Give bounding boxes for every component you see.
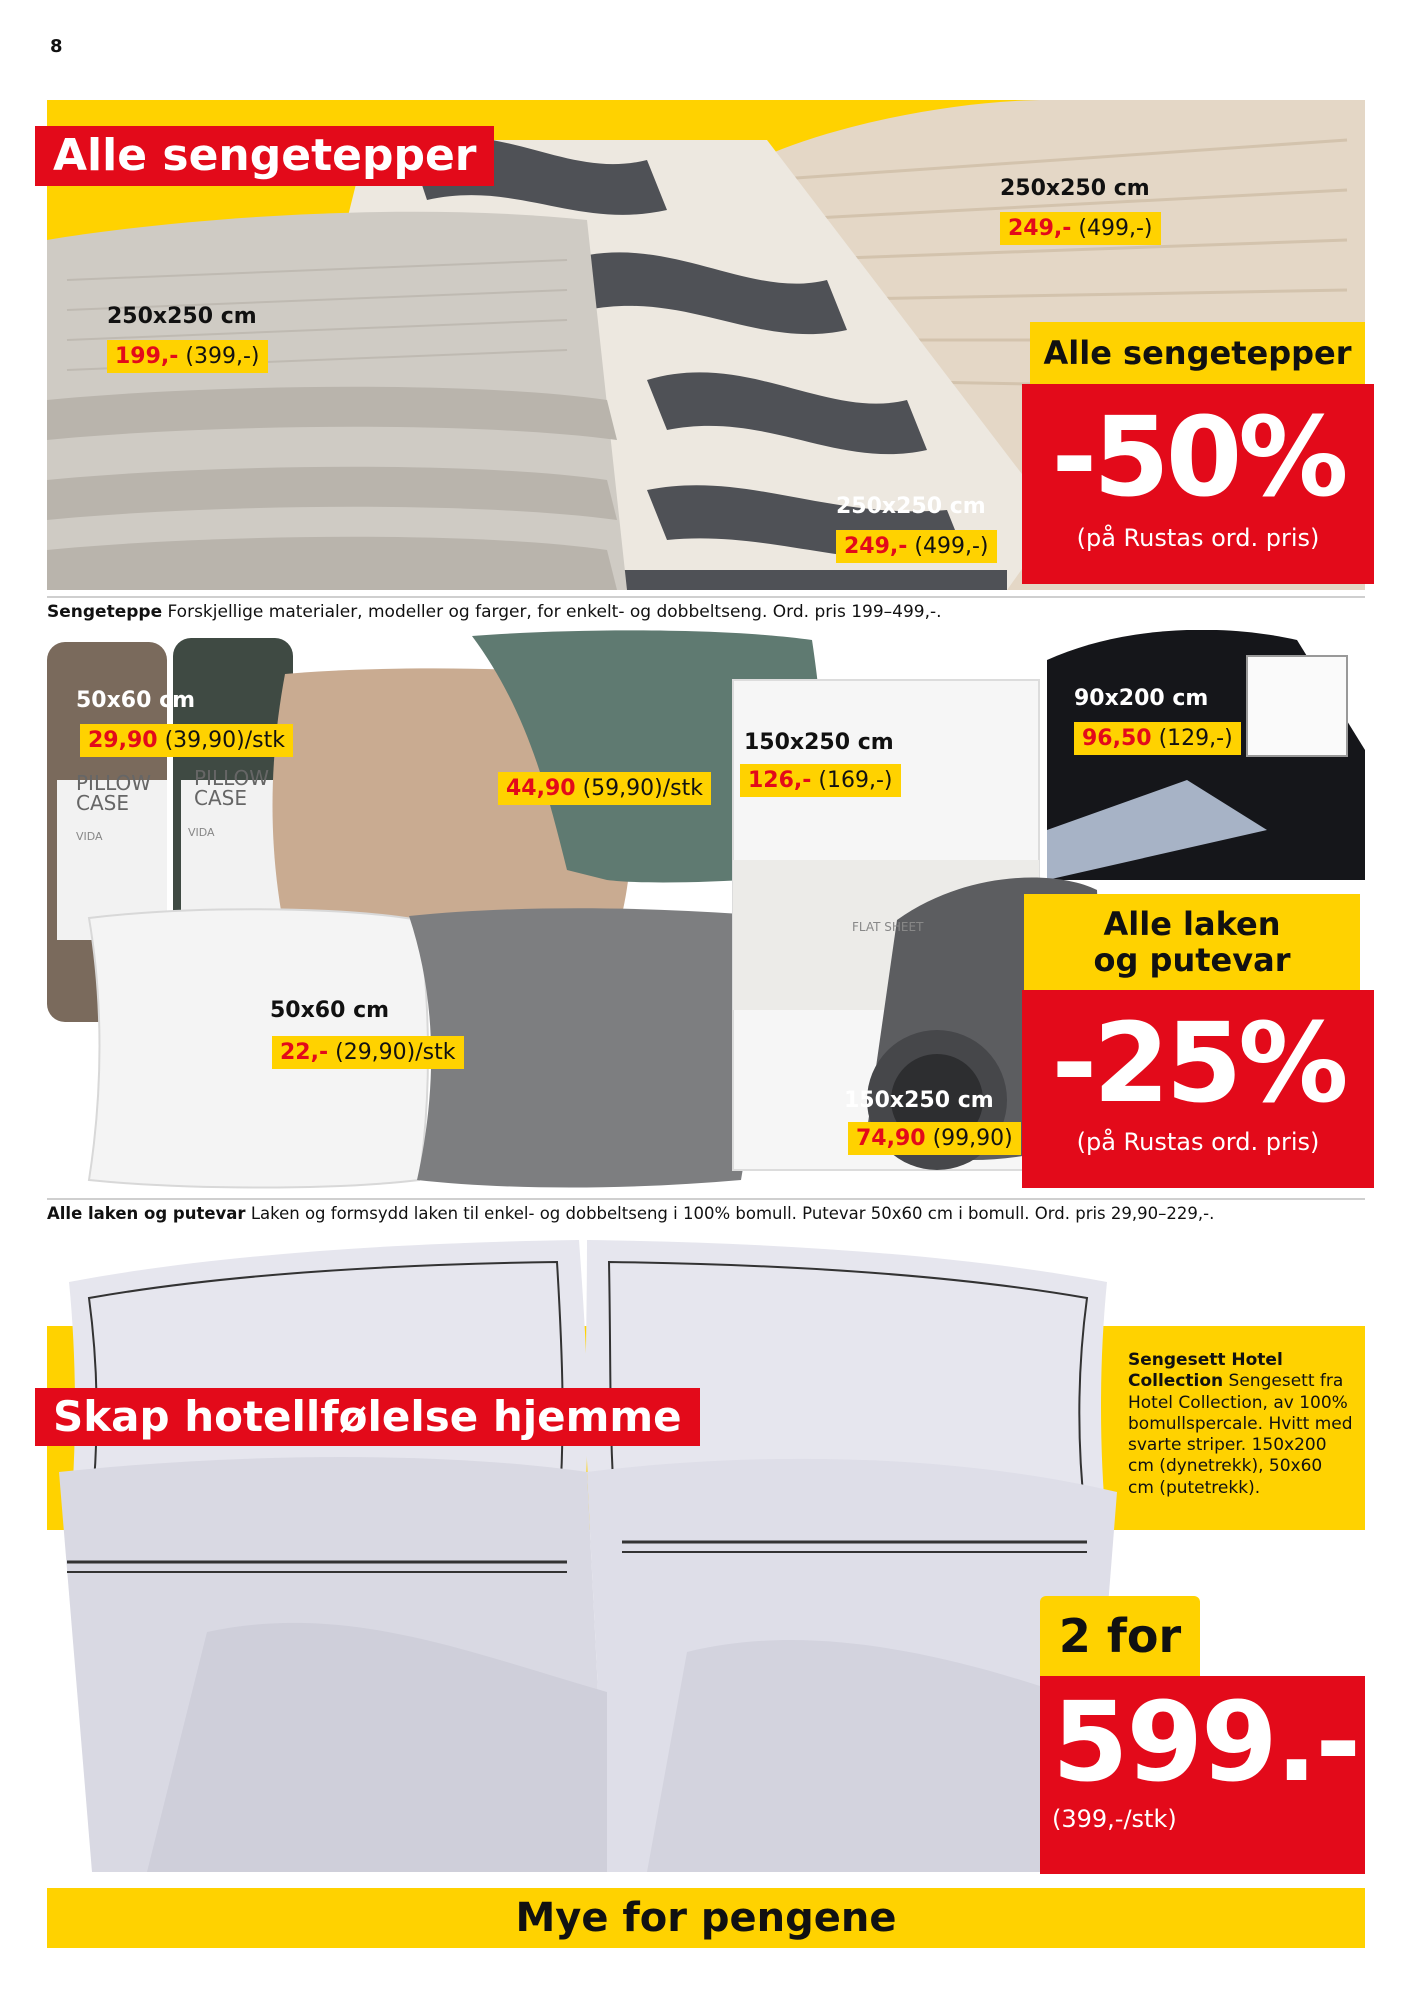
flat-sheet-size: 150x250 cm — [744, 730, 894, 755]
divider — [47, 1198, 1365, 1200]
price-old: (129,-) — [1158, 726, 1233, 751]
blanket-2-price — [1000, 212, 1161, 245]
price-now: 22,- — [280, 1040, 329, 1065]
hotel-product-details: Sengesett fra Hotel Collection, av 100% bomullspercale. Hvitt med svarte striper. 150x200 cm (dynetrekk), 50x60 cm (putetrekk). — [1128, 1371, 1353, 1498]
discount-note: (på Rustas ord. pris) — [1076, 524, 1320, 552]
promo-title-line-2: og putevar — [1093, 941, 1291, 979]
hotel-description — [1128, 1350, 1353, 1499]
flat-sheet-label: FLAT SHEET — [852, 920, 924, 934]
blanket-1-size: 250x250 cm — [107, 304, 257, 329]
caption-description: Laken og formsydd laken til enkel- og dobbeltseng i 100% bomull. Putevar 50x60 cm i bomull. Ord. pris 29,90–229,-. — [245, 1204, 1215, 1223]
price-now: 29,90 — [88, 728, 158, 753]
blankets-promo-title: Alle sengetepper — [1030, 322, 1365, 384]
blanket-2-size: 250x250 cm — [1000, 176, 1150, 201]
sheets-promo-badge — [1022, 990, 1374, 1188]
sheets-promo-title — [1024, 894, 1360, 990]
blankets-headline: Alle sengetepper — [35, 126, 494, 186]
price-old: (499,-) — [1078, 216, 1153, 241]
hotel-headline: Skap hotellfølelse hjemme — [35, 1388, 700, 1446]
caption-description: Forskjellige materialer, modeller og farger, for enkelt- og dobbeltseng. Ord. pris 199–499,-. — [162, 602, 942, 622]
price-old: (59,90)/stk — [582, 776, 703, 801]
price-now: 126,- — [748, 768, 812, 793]
price-old: (399,-) — [185, 344, 260, 369]
price-now: 96,50 — [1082, 726, 1152, 751]
flat-sheet-price — [740, 764, 901, 797]
fitted-sheet-price — [1074, 722, 1241, 755]
discount-percent: -50% — [1051, 393, 1345, 521]
blanket-3-price — [836, 530, 997, 563]
promo-title-line-1: Alle laken — [1103, 905, 1281, 943]
price-now: 199,- — [115, 344, 179, 369]
white-pillowcase-price — [272, 1036, 464, 1069]
caption-product: Alle laken og putevar — [47, 1204, 246, 1223]
offer-quantity: 2 for — [1040, 1596, 1200, 1676]
blanket-3-size: 250x250 cm — [836, 494, 986, 519]
discount-note: (på Rustas ord. pris) — [1076, 1128, 1320, 1156]
page-number: 8 — [50, 36, 63, 57]
offer-price-badge — [1040, 1676, 1365, 1874]
pillow-case-pack-1-label: PILLOW CASE — [76, 771, 152, 815]
caption-product: Sengeteppe — [47, 602, 163, 622]
hotel-bedding-photo — [47, 1232, 1127, 1872]
fitted-sheet-size: 90x200 cm — [1074, 686, 1209, 711]
rolled-sheet-price — [848, 1122, 1021, 1155]
price-now: 44,90 — [506, 776, 576, 801]
pillowcase-price — [80, 724, 293, 757]
price-old: (29,90)/stk — [335, 1040, 456, 1065]
cushion-cover-price — [498, 772, 711, 805]
price-old: (99,90) — [932, 1126, 1013, 1151]
footer-banner: Mye for pengene — [47, 1888, 1365, 1948]
blankets-caption — [47, 602, 942, 622]
price-now: 249,- — [844, 534, 908, 559]
sheets-caption — [47, 1204, 1214, 1223]
divider — [47, 596, 1365, 598]
offer-price: 599.- — [1052, 1678, 1360, 1806]
price-now: 249,- — [1008, 216, 1072, 241]
pillowcase-size: 50x60 cm — [76, 688, 196, 713]
price-now: 74,90 — [856, 1126, 926, 1151]
vida-brand-1: VIDA — [76, 830, 103, 843]
discount-percent: -25% — [1051, 999, 1345, 1127]
blanket-1-price — [107, 340, 268, 373]
price-old: (39,90)/stk — [164, 728, 285, 753]
vida-brand-2: VIDA — [188, 826, 215, 839]
hotel-product-name: Sengesett Hotel Collection — [1128, 1350, 1283, 1392]
white-pillowcase-size: 50x60 cm — [270, 998, 390, 1023]
price-old: (169,-) — [818, 768, 893, 793]
rolled-sheet-size: 150x250 cm — [844, 1088, 994, 1113]
offer-unit-price: (399,-/stk) — [1052, 1805, 1177, 1833]
pillow-case-pack-2-label: PILLOW CASE — [194, 766, 270, 810]
price-old: (499,-) — [914, 534, 989, 559]
blankets-promo-badge — [1022, 384, 1374, 584]
